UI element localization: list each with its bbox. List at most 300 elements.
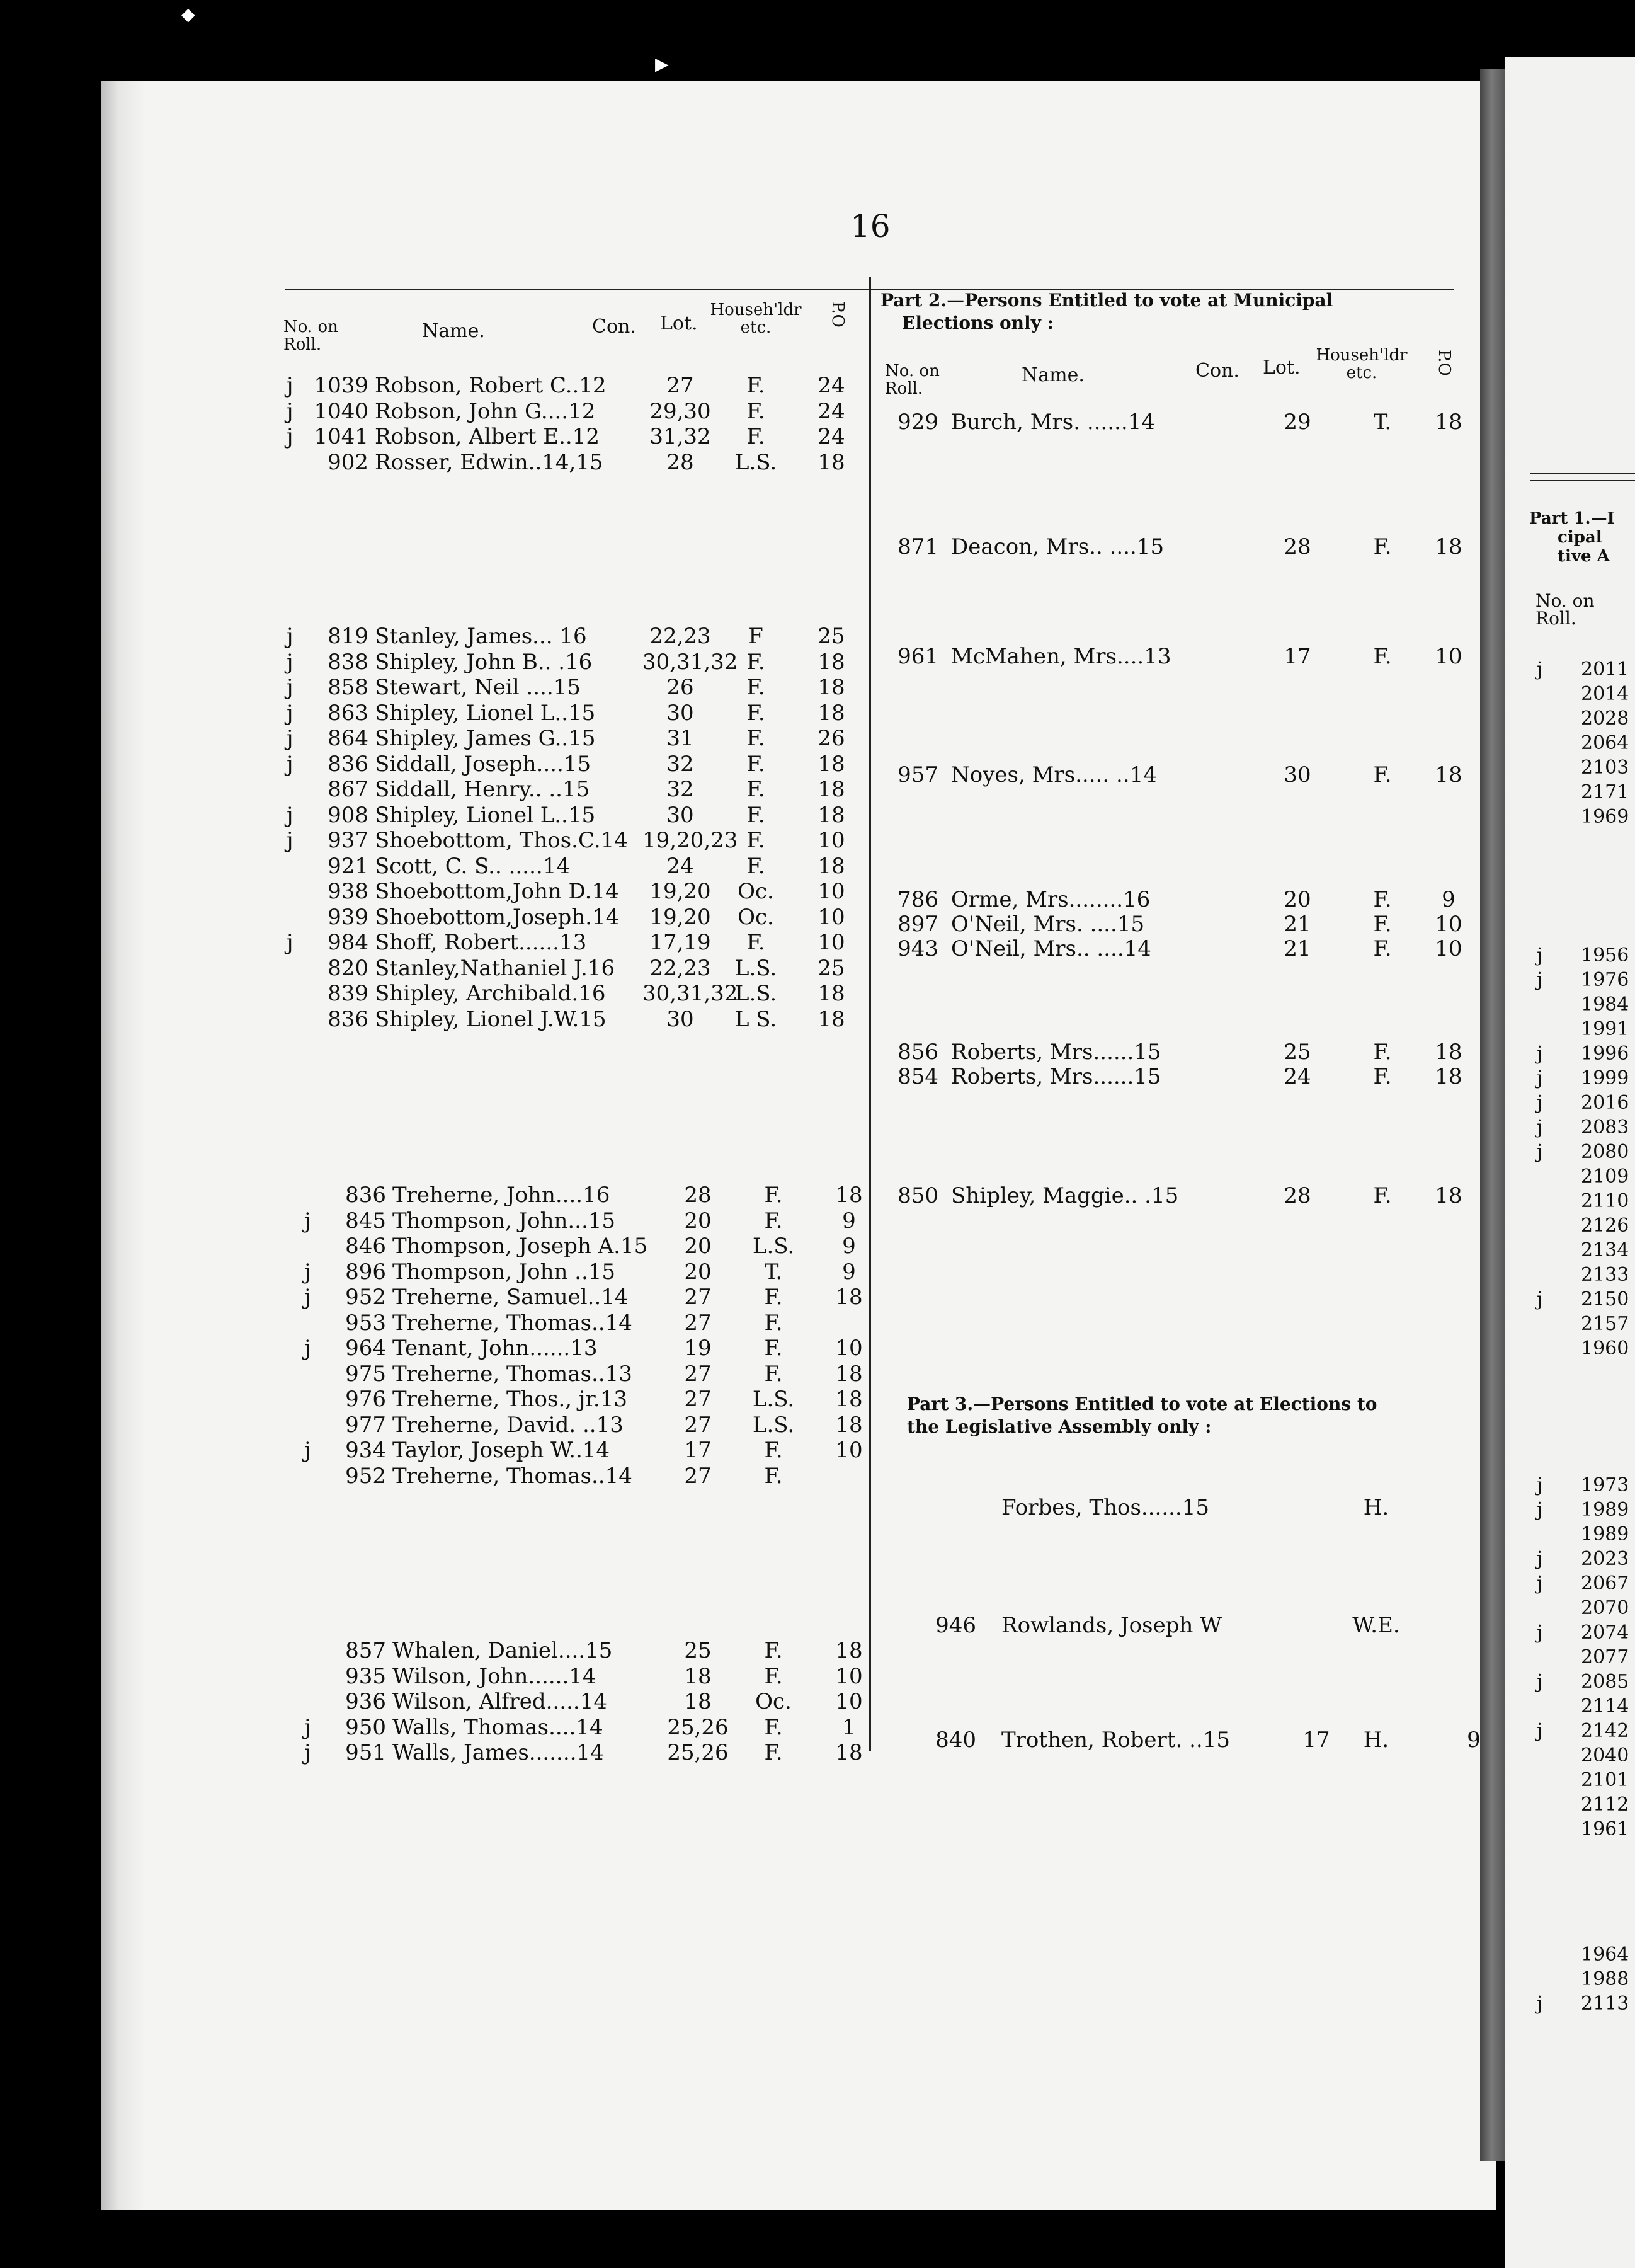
juror-mark: j — [1537, 1548, 1543, 1570]
post-office-number: 24 — [817, 398, 845, 424]
roll-number: 854 — [897, 1064, 938, 1089]
voter-name: Siddall, Henry.. ..15 — [375, 777, 590, 802]
post-office-number: 18 — [835, 1740, 863, 1765]
juror-mark: j — [1537, 1043, 1543, 1065]
roll-entry-row — [894, 887, 1474, 912]
householder-status: F. — [764, 1740, 783, 1765]
roll-number: 935 — [345, 1663, 386, 1689]
lot-number: 17 — [1302, 1727, 1330, 1753]
roll-number: 2110 — [1581, 1190, 1629, 1212]
householder-status: L.S. — [752, 1387, 795, 1412]
roll-number: 938 — [328, 879, 368, 904]
lot-number: 31 — [666, 726, 694, 751]
roll-number: 1999 — [1581, 1067, 1629, 1089]
page-number: 16 — [850, 208, 891, 244]
header-con: Con. — [592, 316, 636, 338]
post-office-number: 18 — [817, 700, 845, 726]
lot-number: 18 — [684, 1663, 712, 1689]
next-page-rule — [1530, 480, 1635, 481]
voter-name: Treherne, Thos., jr.13 — [392, 1387, 628, 1412]
lot-number: 21 — [1284, 912, 1311, 937]
post-office-number: 18 — [817, 449, 845, 475]
juror-mark: j — [1537, 1622, 1543, 1644]
householder-status: T. — [1373, 410, 1392, 435]
voter-name: Treherne, Thomas..13 — [392, 1361, 632, 1387]
voter-name: Treherne, John....16 — [392, 1183, 610, 1208]
lot-number: 20 — [1284, 887, 1311, 912]
header-po: P.O — [828, 301, 847, 328]
lot-number: 25 — [1284, 1040, 1311, 1065]
part2-header-no-on-roll: No. on Roll. — [885, 362, 940, 398]
juror-mark: j — [287, 675, 293, 700]
post-office-number: 10 — [1435, 644, 1462, 669]
roll-number: 850 — [897, 1183, 938, 1208]
roll-entry-row — [304, 1310, 871, 1336]
header-householder: Househ'ldr etc. — [710, 301, 802, 337]
juror-mark: j — [287, 649, 293, 675]
lot-number: 19,20,23 — [642, 828, 738, 853]
juror-mark: j — [1537, 1474, 1543, 1496]
householder-status: F. — [764, 1361, 783, 1387]
voter-name: Shoff, Robert......13 — [375, 930, 587, 955]
juror-mark: j — [304, 1740, 311, 1765]
voter-name: Robson, Albert E..12 — [375, 424, 600, 449]
roll-number: 2023 — [1581, 1548, 1629, 1570]
householder-status: L.S. — [734, 449, 777, 475]
roll-entry-row — [304, 1336, 871, 1361]
roll-number: 2083 — [1581, 1116, 1629, 1138]
lot-number: 32 — [666, 751, 694, 777]
householder-status: L S. — [734, 1006, 777, 1032]
roll-number: 977 — [345, 1412, 386, 1438]
householder-status: F. — [764, 1438, 783, 1463]
part2-header-householder: Househ'ldr etc. — [1316, 346, 1408, 382]
voter-name: Stanley, James... 16 — [375, 624, 587, 649]
juror-mark: j — [1537, 969, 1543, 991]
lot-number: 27 — [666, 373, 694, 398]
part2-header-con: Con. — [1195, 360, 1239, 382]
juror-mark: j — [287, 726, 293, 751]
voter-name: Thompson, John ..15 — [392, 1259, 616, 1285]
header-lot: Lot. — [660, 312, 698, 335]
post-office-number: 24 — [817, 373, 845, 398]
householder-status: F. — [764, 1663, 783, 1689]
roll-number: 2080 — [1581, 1141, 1629, 1163]
juror-mark: j — [1537, 1572, 1543, 1595]
householder-status: H. — [1363, 1727, 1389, 1753]
post-office-number: 10 — [1435, 912, 1462, 937]
householder-status: F. — [1373, 912, 1392, 937]
post-office-number: 18 — [835, 1285, 863, 1310]
voter-name: Shipley, Lionel L..15 — [375, 700, 596, 726]
roll-number: 2014 — [1581, 683, 1629, 705]
householder-status: F. — [746, 930, 765, 955]
lot-number: 25,26 — [667, 1714, 729, 1740]
juror-mark: j — [1537, 658, 1543, 680]
roll-entry-row — [894, 410, 1474, 435]
roll-number: 896 — [345, 1259, 386, 1285]
post-office-number: 18 — [817, 853, 845, 879]
roll-entry-row — [894, 1183, 1474, 1208]
householder-status: H. — [1363, 1495, 1389, 1520]
post-office-number: 10 — [835, 1336, 863, 1361]
roll-number: 845 — [345, 1208, 386, 1234]
voter-name: Whalen, Daniel....15 — [392, 1638, 613, 1663]
householder-status: F. — [1373, 1183, 1392, 1208]
roll-number: 2011 — [1581, 658, 1629, 680]
roll-number: 908 — [328, 802, 368, 828]
voter-name: Roberts, Mrs......15 — [951, 1064, 1161, 1089]
lot-number: 32 — [666, 777, 694, 802]
roll-number: 1964 — [1581, 1944, 1629, 1966]
lot-number: 17 — [684, 1438, 712, 1463]
roll-entry-row — [304, 1740, 871, 1765]
lot-number: 30,31,32 — [642, 649, 738, 675]
voter-name: Trothen, Robert. ..15 — [1001, 1727, 1230, 1753]
post-office-number: 18 — [835, 1387, 863, 1412]
next-page-title-line: cipal — [1558, 528, 1602, 547]
roll-entry-row — [287, 424, 853, 449]
lot-number: 27 — [684, 1412, 712, 1438]
roll-number: 937 — [328, 828, 368, 853]
voter-name: Roberts, Mrs......15 — [951, 1040, 1161, 1065]
juror-mark: j — [1537, 1067, 1543, 1089]
roll-number: 2126 — [1581, 1215, 1629, 1237]
post-office-number: 10 — [835, 1689, 863, 1714]
voter-name: Shipley, James G..15 — [375, 726, 596, 751]
roll-number: 943 — [897, 936, 938, 961]
post-office-number: 9 — [1442, 887, 1456, 912]
juror-mark: j — [1537, 1141, 1543, 1163]
householder-status: F. — [746, 700, 765, 726]
voter-name: Tenant, John......13 — [392, 1336, 598, 1361]
roll-entry-row — [304, 1234, 871, 1259]
voter-name: Rosser, Edwin..14,15 — [375, 449, 603, 475]
voter-name: Walls, James.......14 — [392, 1740, 604, 1765]
next-page-header-no-on-roll: No. on Roll. — [1535, 590, 1595, 629]
lot-number: 19 — [684, 1336, 712, 1361]
roll-number: 840 — [935, 1727, 976, 1753]
lot-number: 24 — [1284, 1064, 1311, 1089]
post-office-number: 10 — [835, 1438, 863, 1463]
householder-status: F. — [746, 802, 765, 828]
part2-header-name: Name. — [1022, 364, 1085, 386]
householder-status: T. — [764, 1259, 783, 1285]
householder-status: F. — [764, 1463, 783, 1489]
householder-status: F. — [1373, 534, 1392, 559]
roll-number: 953 — [345, 1310, 386, 1336]
part3-title-line2: the Legislative Assembly only : — [907, 1416, 1212, 1437]
post-office-number: 26 — [817, 726, 845, 751]
roll-number: 839 — [328, 981, 368, 1006]
roll-number: 1984 — [1581, 994, 1629, 1016]
post-office-number: 10 — [835, 1663, 863, 1689]
roll-number: 836 — [328, 751, 368, 777]
post-office-number: 18 — [817, 751, 845, 777]
lot-number: 28 — [666, 449, 694, 475]
post-office-number: 18 — [835, 1183, 863, 1208]
roll-entry-row — [287, 879, 853, 904]
voter-name: Shipley, Maggie.. .15 — [951, 1183, 1179, 1208]
householder-status: F. — [764, 1638, 783, 1663]
juror-mark: j — [287, 373, 293, 398]
roll-entry-row — [304, 1183, 871, 1208]
juror-mark: j — [287, 930, 293, 955]
roll-entry-row — [894, 1040, 1474, 1065]
roll-number: 2101 — [1581, 1769, 1629, 1791]
page-edge — [101, 81, 145, 2210]
lot-number: 30 — [666, 802, 694, 828]
voter-name: Treherne, David. ..13 — [392, 1412, 624, 1438]
householder-status: F. — [746, 373, 765, 398]
roll-entry-row — [304, 1208, 871, 1234]
lot-number: 30,31,32 — [642, 981, 738, 1006]
voter-name: Thompson, Joseph A.15 — [392, 1234, 648, 1259]
householder-status: F. — [746, 649, 765, 675]
roll-number: 2077 — [1581, 1646, 1629, 1668]
juror-mark: j — [304, 1714, 311, 1740]
post-office-number: 9 — [1467, 1727, 1481, 1753]
juror-mark: j — [1537, 1092, 1543, 1114]
lot-number: 28 — [1284, 1183, 1311, 1208]
voter-name: Taylor, Joseph W..14 — [392, 1438, 610, 1463]
roll-number: 1989 — [1581, 1523, 1629, 1545]
post-office-number: 18 — [817, 777, 845, 802]
roll-entry-row — [287, 726, 853, 751]
roll-entry-row — [287, 650, 853, 675]
householder-status: Oc. — [755, 1689, 792, 1714]
householder-status: F. — [764, 1285, 783, 1310]
juror-mark: j — [1537, 1720, 1543, 1742]
voter-name: Shoebottom,Joseph.14 — [375, 904, 620, 930]
roll-number: 1988 — [1581, 1968, 1629, 1990]
roll-number: 939 — [328, 904, 368, 930]
post-office-number: 9 — [842, 1234, 856, 1259]
householder-status: F. — [764, 1208, 783, 1234]
lot-number: 19,20 — [649, 879, 711, 904]
juror-mark: j — [1537, 1993, 1543, 2015]
roll-number: 2157 — [1581, 1313, 1629, 1335]
householder-status: L.S. — [752, 1412, 795, 1438]
voter-name: Shoebottom, Thos.C.14 — [375, 828, 628, 853]
juror-mark: j — [304, 1438, 311, 1463]
roll-number: 2109 — [1581, 1166, 1629, 1188]
roll-entry-row — [304, 1387, 871, 1412]
roll-entry-row — [287, 675, 853, 700]
householder-status: F. — [764, 1310, 783, 1336]
post-office-number: 18 — [835, 1412, 863, 1438]
roll-number: 951 — [345, 1740, 386, 1765]
next-page-rule — [1530, 472, 1635, 474]
voter-name: O'Neil, Mrs. ....15 — [951, 912, 1145, 937]
householder-status: F. — [764, 1183, 783, 1208]
post-office-number: 25 — [817, 955, 845, 981]
roll-entry-row — [304, 1361, 871, 1387]
lot-number: 20 — [684, 1259, 712, 1285]
roll-number: 961 — [897, 644, 938, 669]
lot-number: 25 — [684, 1638, 712, 1663]
householder-status: F. — [764, 1714, 783, 1740]
post-office-number: 18 — [1435, 1064, 1462, 1089]
post-office-number: 10 — [817, 828, 845, 853]
householder-status: F. — [746, 398, 765, 424]
roll-number: 2112 — [1581, 1794, 1629, 1816]
roll-entry-row — [304, 1463, 871, 1489]
roll-number: 2074 — [1581, 1622, 1629, 1644]
voter-name: Deacon, Mrs.. ....15 — [951, 534, 1165, 559]
roll-number: 2040 — [1581, 1744, 1629, 1767]
post-office-number: 18 — [1435, 410, 1462, 435]
roll-entry-row — [304, 1412, 871, 1438]
post-office-number: 9 — [842, 1259, 856, 1285]
lot-number: 28 — [1284, 534, 1311, 559]
roll-number: 1991 — [1581, 1018, 1629, 1040]
voter-name: Scott, C. S.. .....14 — [375, 853, 570, 879]
roll-number: 975 — [345, 1361, 386, 1387]
householder-status: F. — [1373, 644, 1392, 669]
header-no-on-roll: No. on Roll. — [283, 318, 338, 354]
roll-entry-row — [287, 777, 853, 802]
roll-entry-row — [304, 1664, 871, 1689]
voter-name: Rowlands, Joseph W — [1001, 1613, 1222, 1638]
roll-number: 897 — [897, 912, 938, 937]
post-office-number: 18 — [1435, 1183, 1462, 1208]
roll-number: 819 — [328, 624, 368, 649]
juror-mark: j — [287, 700, 293, 726]
roll-number: 1041 — [314, 424, 368, 449]
householder-status: Oc. — [738, 904, 774, 930]
roll-entry-row — [287, 930, 853, 955]
householder-status: L.S. — [734, 981, 777, 1006]
column-divider — [869, 277, 871, 1751]
roll-entry-row — [935, 1727, 1499, 1753]
post-office-number: 10 — [817, 879, 845, 904]
lot-number: 20 — [684, 1234, 712, 1259]
roll-number: 2067 — [1581, 1572, 1629, 1595]
voter-name: Shipley, Archibald.16 — [375, 981, 606, 1006]
roll-entry-row — [287, 1007, 853, 1032]
householder-status: F. — [1373, 936, 1392, 961]
juror-mark: j — [287, 398, 293, 424]
householder-status: F. — [1373, 762, 1392, 788]
roll-entry-row — [287, 701, 853, 726]
householder-status: F. — [746, 853, 765, 879]
householder-status: L.S. — [752, 1234, 795, 1259]
roll-entry-row — [287, 828, 853, 853]
juror-mark: j — [287, 624, 293, 649]
lot-number: 27 — [684, 1463, 712, 1489]
next-page-title-line: Part 1.—I — [1529, 509, 1615, 528]
voter-name: Siddall, Joseph....15 — [375, 751, 591, 777]
juror-mark: j — [287, 424, 293, 449]
voter-name: Treherne, Samuel..14 — [392, 1285, 629, 1310]
post-office-number: 18 — [817, 1006, 845, 1032]
roll-number: 902 — [328, 449, 368, 475]
voter-name: Wilson, John......14 — [392, 1663, 596, 1689]
roll-number: 2064 — [1581, 732, 1629, 754]
post-office-number: 10 — [817, 930, 845, 955]
voter-name: Treherne, Thomas..14 — [392, 1310, 632, 1336]
roll-number: 820 — [328, 955, 368, 981]
roll-number: 846 — [345, 1234, 386, 1259]
householder-status: F. — [1373, 887, 1392, 912]
juror-mark: j — [287, 828, 293, 853]
roll-entry-row — [894, 1064, 1474, 1089]
lot-number: 17 — [1284, 644, 1311, 669]
roll-number: 1996 — [1581, 1043, 1629, 1065]
roll-number: 858 — [328, 675, 368, 700]
householder-status: F. — [746, 777, 765, 802]
roll-number: 976 — [345, 1387, 386, 1412]
binding-gutter — [1480, 69, 1505, 2161]
roll-entry-row — [287, 624, 853, 649]
householder-status: Oc. — [738, 879, 774, 904]
voter-name: Shipley, Lionel J.W.15 — [375, 1006, 607, 1032]
roll-entry-row — [287, 981, 853, 1006]
part2-header-po: P.O — [1435, 350, 1454, 376]
post-office-number: 10 — [1435, 936, 1462, 961]
post-office-number: 18 — [817, 802, 845, 828]
roll-number: 1039 — [314, 373, 368, 398]
householder-status: F. — [1373, 1040, 1392, 1065]
roll-entry-row — [287, 399, 853, 424]
post-office-number: 18 — [1435, 534, 1462, 559]
voter-name: Robson, Robert C..12 — [375, 373, 607, 398]
juror-mark: j — [1537, 1671, 1543, 1693]
scan-mark: ▶ — [655, 54, 669, 74]
voter-name: Burch, Mrs. ......14 — [951, 410, 1155, 435]
juror-mark: j — [1537, 1288, 1543, 1310]
voter-name: Thompson, John...15 — [392, 1208, 616, 1234]
roll-number: 957 — [897, 762, 938, 788]
part2-title: Part 2.—Persons Entitled to vote at Municipal — [880, 290, 1333, 311]
lot-number: 27 — [684, 1310, 712, 1336]
roll-number: 863 — [328, 700, 368, 726]
roll-number: 2150 — [1581, 1288, 1629, 1310]
roll-entry-row — [287, 905, 853, 930]
householder-status: F. — [764, 1336, 783, 1361]
roll-entry-row — [304, 1715, 871, 1740]
scan-mark: ◆ — [181, 4, 195, 25]
post-office-number: 1 — [842, 1714, 856, 1740]
roll-number: 2028 — [1581, 707, 1629, 730]
voter-name: Shoebottom,John D.14 — [375, 879, 619, 904]
lot-number: 20 — [684, 1208, 712, 1234]
juror-mark: j — [287, 751, 293, 777]
lot-number: 17,19 — [649, 930, 711, 955]
roll-entry-row — [287, 854, 853, 879]
roll-number: 936 — [345, 1689, 386, 1714]
voter-name: Shipley, Lionel L..15 — [375, 802, 596, 828]
householder-status: F. — [746, 751, 765, 777]
voter-name: Stewart, Neil ....15 — [375, 675, 581, 700]
voter-name: Robson, John G....12 — [375, 398, 596, 424]
roll-number: 2142 — [1581, 1720, 1629, 1742]
roll-number: 950 — [345, 1714, 386, 1740]
roll-number: 1040 — [314, 398, 368, 424]
roll-entry-row — [287, 956, 853, 981]
roll-entry-row — [304, 1259, 871, 1285]
roll-entry-row — [304, 1438, 871, 1463]
roll-number: 857 — [345, 1638, 386, 1663]
lot-number: 29 — [1284, 410, 1311, 435]
next-page-title-line: tive A — [1558, 547, 1610, 566]
householder-status: F. — [746, 424, 765, 449]
lot-number: 30 — [1284, 762, 1311, 788]
roll-number: 2133 — [1581, 1264, 1629, 1286]
roll-number: 836 — [345, 1183, 386, 1208]
voter-name: Stanley,Nathaniel J.16 — [375, 955, 615, 981]
